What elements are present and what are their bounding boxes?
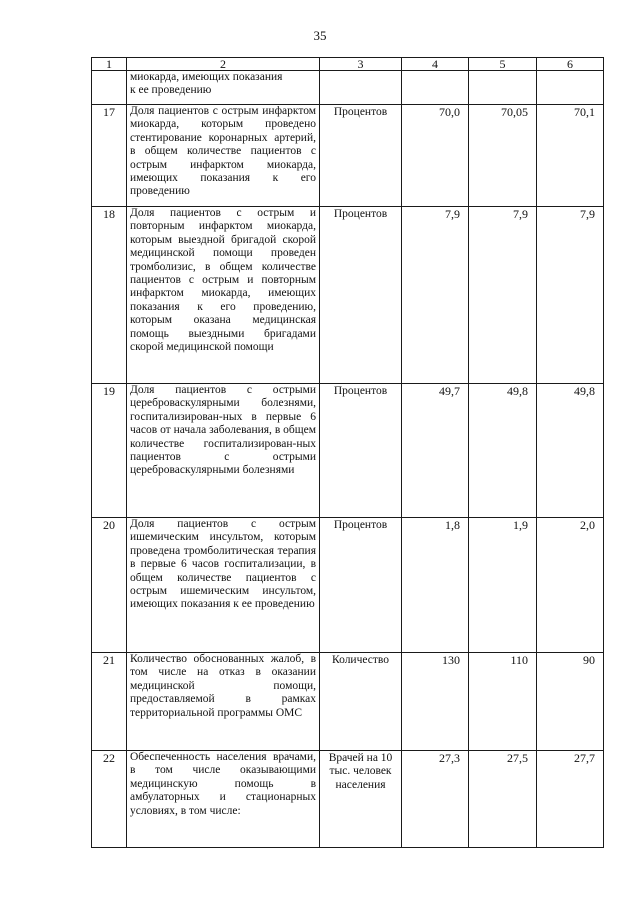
value-col5: 110: [469, 653, 537, 751]
row-number: 22: [92, 751, 127, 848]
value-col6: 49,8: [537, 384, 604, 518]
indicator-description: Количество обоснованных жалоб, в том числе на отказ в оказании медицинской помощи, предоставляемой в рамках территориальной программы ОМС: [127, 653, 320, 751]
table-row: [92, 518, 604, 653]
value-col6: 2,0: [537, 518, 604, 653]
value-col5: 70,05: [469, 105, 537, 207]
row-number: 19: [92, 384, 127, 518]
value-col6: 70,1: [537, 105, 604, 207]
value-col4: 130: [402, 653, 469, 751]
table-row: [92, 105, 604, 207]
unit-cell: Количество: [320, 653, 402, 751]
table-row: [92, 384, 604, 518]
row-number: 21: [92, 653, 127, 751]
value-col5: 27,5: [469, 751, 537, 848]
table-header-row: [92, 58, 604, 71]
indicator-description: Доля пациентов с острым и повторным инфарктом миокарда, которым выездной бригадой скорой медицинской помощи проведен тромболизис, в общем количестве пациентов с острым и повторным инфарктом миокарда, имеющих показания к его проведению, которым оказана медицинская помощь выездными бригадами скорой медицинской помощи: [127, 207, 320, 384]
row-number: 17: [92, 105, 127, 207]
value-col4: [402, 71, 469, 105]
value-col6: 90: [537, 653, 604, 751]
value-col5: 49,8: [469, 384, 537, 518]
column-header: 4: [402, 58, 469, 71]
value-col4: 1,8: [402, 518, 469, 653]
column-header: 3: [320, 58, 402, 71]
unit-cell: [320, 71, 402, 105]
value-col4: 27,3: [402, 751, 469, 848]
unit-cell: Врачей на 10 тыс. человек населения: [320, 751, 402, 848]
column-header: 5: [469, 58, 537, 71]
indicator-description: миокарда, имеющих показания к ее проведению: [127, 71, 320, 105]
value-col5: 7,9: [469, 207, 537, 384]
column-header: 1: [92, 58, 127, 71]
indicator-description: Доля пациентов с острыми цереброваскулярными болезнями, госпитализирован-ных в первые 6 часов от начала заболевания, в общем количестве госпитализирован-ных пациентов с острыми цереброваскулярными болезнями: [127, 384, 320, 518]
indicators-table: [91, 57, 604, 848]
page-number: 35: [313, 28, 327, 43]
column-header: 6: [537, 58, 604, 71]
unit-cell: Процентов: [320, 105, 402, 207]
value-col6: [537, 71, 604, 105]
indicator-description: Доля пациентов с острым инфарктом миокарда, которым проведено стентирование коронарных артерий, в общем количестве пациентов с острым инфарктом миокарда, имеющих показания к его проведению: [127, 105, 320, 207]
value-col6: 27,7: [537, 751, 604, 848]
row-number: 20: [92, 518, 127, 653]
unit-cell: Процентов: [320, 384, 402, 518]
unit-cell: Процентов: [320, 207, 402, 384]
value-col4: 7,9: [402, 207, 469, 384]
value-col4: 70,0: [402, 105, 469, 207]
table-row: [92, 751, 604, 848]
table-row: [92, 71, 604, 105]
table-row: [92, 653, 604, 751]
value-col5: [469, 71, 537, 105]
column-header: 2: [127, 58, 320, 71]
value-col4: 49,7: [402, 384, 469, 518]
indicator-description: Доля пациентов с острым ишемическим инсультом, которым проведена тромболитическая терапия в первые 6 часов госпитализации, в общем количестве пациентов с острым ишемическим инсультом, имеющих показания к ее проведению: [127, 518, 320, 653]
unit-cell: Процентов: [320, 518, 402, 653]
value-col5: 1,9: [469, 518, 537, 653]
table-row: [92, 207, 604, 384]
value-col6: 7,9: [537, 207, 604, 384]
row-number: 18: [92, 207, 127, 384]
row-number: [92, 71, 127, 105]
indicator-description: Обеспеченность населения врачами, в том числе оказывающими медицинскую помощь в амбулаторных и стационарных условиях, в том числе:: [127, 751, 320, 848]
